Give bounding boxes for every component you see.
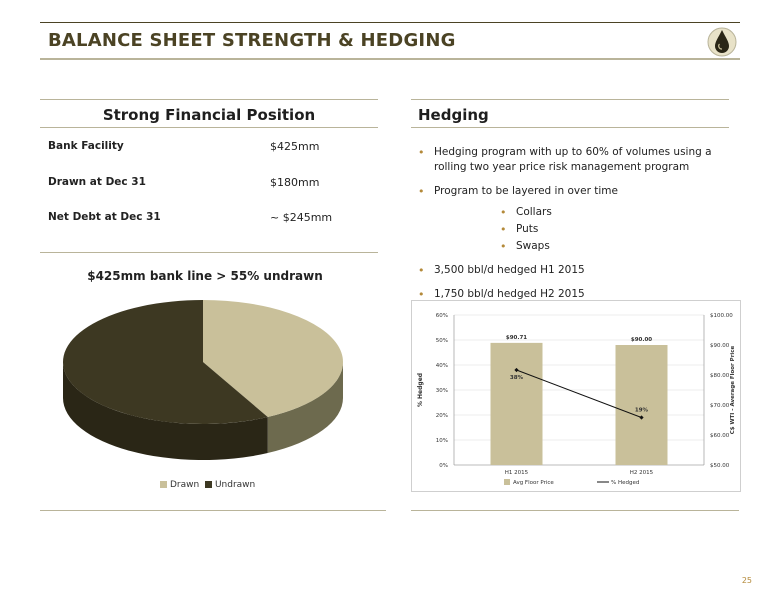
y-tick-label: 30% (435, 388, 448, 394)
bullet-h1-hedged: • 3,500 bbl/d hedged H1 2015 (418, 263, 718, 278)
sub-bullet-swaps: • Swaps (434, 239, 718, 254)
title-underline (40, 58, 740, 60)
pie-chart-title: $425mm bank line > 55% undrawn (87, 269, 323, 283)
y-tick-label: 10% (435, 438, 448, 444)
drawn-label: Drawn at Dec 31 (48, 176, 146, 188)
bar-data-label: $90.71 (505, 334, 528, 341)
left-table-rule (40, 252, 378, 253)
y-tick-label: 60% (435, 313, 448, 319)
net-debt-value: ~ $245mm (270, 211, 333, 224)
net-debt-label: Net Debt at Dec 31 (48, 211, 161, 223)
hedging-chart-frame (411, 300, 741, 492)
sub-bullets (434, 205, 718, 254)
y-axis-title: % Hedged (417, 372, 424, 408)
page-number: 25 (741, 576, 752, 585)
page-title: BALANCE SHEET STRENGTH & HEDGING (48, 30, 456, 51)
hedging-combo-chart (412, 301, 740, 491)
y-tick-label: 40% (435, 363, 448, 369)
legend-swatch-undrawn (205, 481, 212, 488)
right-header-rule-bottom (411, 127, 729, 128)
bullet-layered (418, 184, 718, 254)
pie-chart (48, 296, 358, 476)
bullet-hedging-program: • Hedging program with up to 60% of volumes using a rolling two year price risk management program (418, 145, 718, 175)
y-tick-label: 0% (439, 463, 448, 469)
y2-tick-label: $60.00 (710, 433, 730, 439)
top-rule (40, 22, 740, 23)
line-data-label: 19% (634, 407, 649, 414)
line-data-label: 38% (509, 375, 524, 381)
y2-tick-label: $90.00 (710, 343, 730, 349)
y-tick-label: 50% (435, 338, 448, 344)
y2-axis-title: C$ WTI - Average Floor Price (730, 345, 736, 435)
pie-legend (160, 480, 255, 490)
left-header-rule-top (40, 99, 378, 100)
hedging-bullets (418, 145, 718, 311)
drawn-value: $180mm (270, 176, 320, 189)
left-panel-header: Strong Financial Position (102, 106, 316, 124)
x-tick-label: H2 2015 (629, 470, 654, 476)
bar-h2-2015 (616, 345, 668, 465)
y2-tick-label: $80.00 (710, 373, 730, 379)
y-tick-label: 20% (435, 413, 448, 419)
bar-h1-2015 (491, 343, 543, 465)
y2-tick-label: $70.00 (710, 403, 730, 409)
oil-drop-logo-icon (704, 24, 740, 58)
legend-swatch-bar (504, 479, 510, 485)
bar-data-label: $90.00 (630, 337, 653, 343)
right-bottom-rule (411, 510, 739, 511)
legend-swatch-drawn (160, 481, 167, 488)
sub-bullet-puts: • Puts (434, 222, 718, 237)
bank-facility-label: Bank Facility (48, 140, 124, 152)
legend-label-undrawn: Undrawn (214, 480, 256, 490)
legend-label-bar: Avg Floor Price (513, 480, 554, 486)
left-bottom-rule (40, 510, 386, 511)
y2-tick-label: $100.00 (710, 313, 733, 319)
legend-label-drawn: Drawn (170, 480, 200, 490)
sub-bullet-collars: • Collars (434, 205, 718, 220)
right-panel-header: Hedging (418, 106, 489, 124)
y2-tick-label: $50.00 (710, 463, 730, 469)
x-tick-label: H1 2015 (504, 470, 529, 476)
legend-label-line: % Hedged (611, 480, 640, 486)
left-header-rule-bottom (40, 127, 378, 128)
bank-facility-value: $425mm (270, 140, 320, 153)
bullet-layered-text: Program to be layered in over time (434, 185, 618, 197)
bullet-h2-hedged: • 1,750 bbl/d hedged H2 2015 (418, 287, 718, 302)
right-header-rule-top (411, 99, 729, 100)
